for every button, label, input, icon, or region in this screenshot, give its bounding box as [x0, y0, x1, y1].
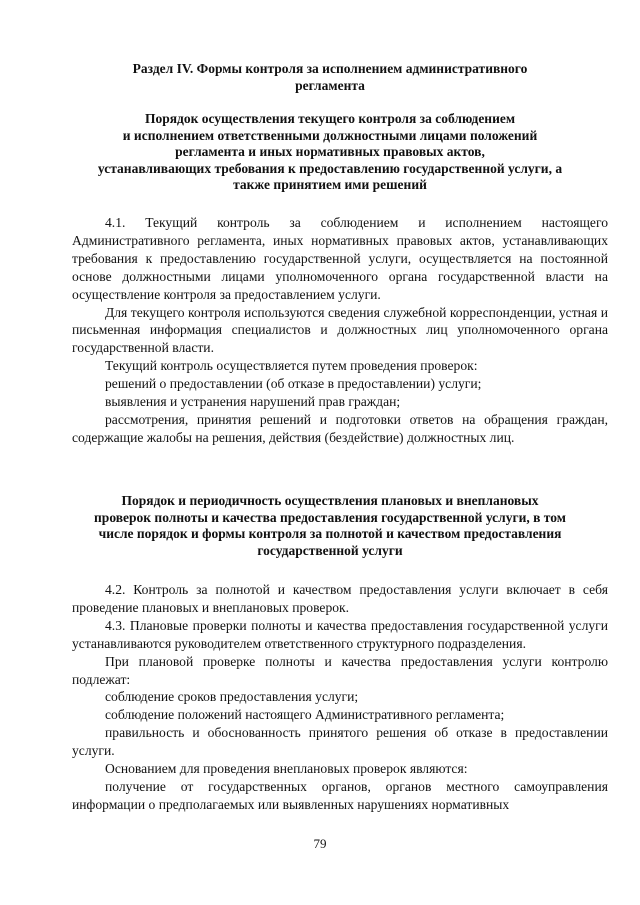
paragraph: Основанием для проведения внеплановых проверок являются: — [105, 761, 468, 777]
body-block-current-control — [72, 214, 608, 447]
subheading-line: и исполнением ответственными должностными лицами положений — [122, 127, 538, 143]
subheading-current-control — [60, 111, 600, 194]
page-number: 79 — [313, 836, 327, 851]
paragraph: 4.2. Контроль за полнотой и качеством предоставления услуги включает в себя проведение плановых и внеплановых проверок. — [72, 582, 608, 615]
body-block-inspections — [72, 581, 608, 814]
section-title-line: регламента — [295, 77, 365, 93]
paragraph: рассмотрения, принятия решений и подготовки ответов на обращения граждан, содержащие жалобы на решения, действия (бездействие) должностных лиц. — [72, 411, 608, 445]
paragraph: Текущий контроль осуществляется путем проведения проверок: — [105, 358, 478, 374]
paragraph: 4.3. Плановые проверки полноты и качества предоставления государственной услуги устанавливаются руководителем ответственного структурного подразделения. — [72, 617, 608, 651]
paragraph: При плановой проверке полноты и качества предоставления услуги контролю подлежат: — [72, 653, 608, 687]
subheading-inspections — [60, 493, 600, 559]
subheading-line: устанавливающих требования к предоставлению государственной услуги, а — [97, 160, 563, 176]
subheading-line: государственной услуги — [257, 542, 403, 558]
subheading-line: Порядок и периодичность осуществления плановых и внеплановых — [121, 493, 539, 508]
paragraph: выявления и устранения нарушений прав граждан; — [105, 394, 401, 410]
paragraph: решений о предоставлении (об отказе в предоставлении) услуги; — [105, 376, 482, 392]
paragraph: Для текущего контроля используются сведения служебной корреспонденции, устная и письменная информация специалистов и должностных лиц уполномоченного органа государственной власти. — [72, 304, 608, 356]
paragraph: соблюдение положений настоящего Административного регламента; — [105, 707, 505, 723]
paragraph: 4.1. Текущий контроль за соблюдением и исполнением настоящего Административного регламента, иных нормативных правовых актов, устанавливающих требования к предоставлению государственной услуги, осуществляется на постоянной основе должностными лицами уполномоченного органа государственной власти на осуществление контроля за предоставлением услуги. — [72, 215, 608, 302]
subheading-line: регламента и иных нормативных правовых актов, — [175, 144, 485, 159]
paragraph: правильность и обоснованность принятого решения об отказе в предоставлении услуги. — [72, 725, 608, 759]
paragraph: соблюдение сроков предоставления услуги; — [105, 689, 359, 705]
subheading-line: числе порядок и формы контроля за полнотой и качеством предоставления — [98, 526, 562, 541]
subheading-line: также принятием ими решений — [233, 177, 427, 192]
subheading-line: Порядок осуществления текущего контроля за соблюдением — [144, 111, 516, 126]
paragraph: получение от государственных органов, органов местного самоуправления информации о предполагаемых или выявленных нарушениях нормативных — [72, 778, 608, 812]
subheading-line: проверок полноты и качества предоставления государственной услуги, в том — [94, 509, 566, 525]
section-title — [60, 61, 600, 94]
section-title-line: Раздел IV. Формы контроля за исполнением административного — [132, 61, 528, 76]
